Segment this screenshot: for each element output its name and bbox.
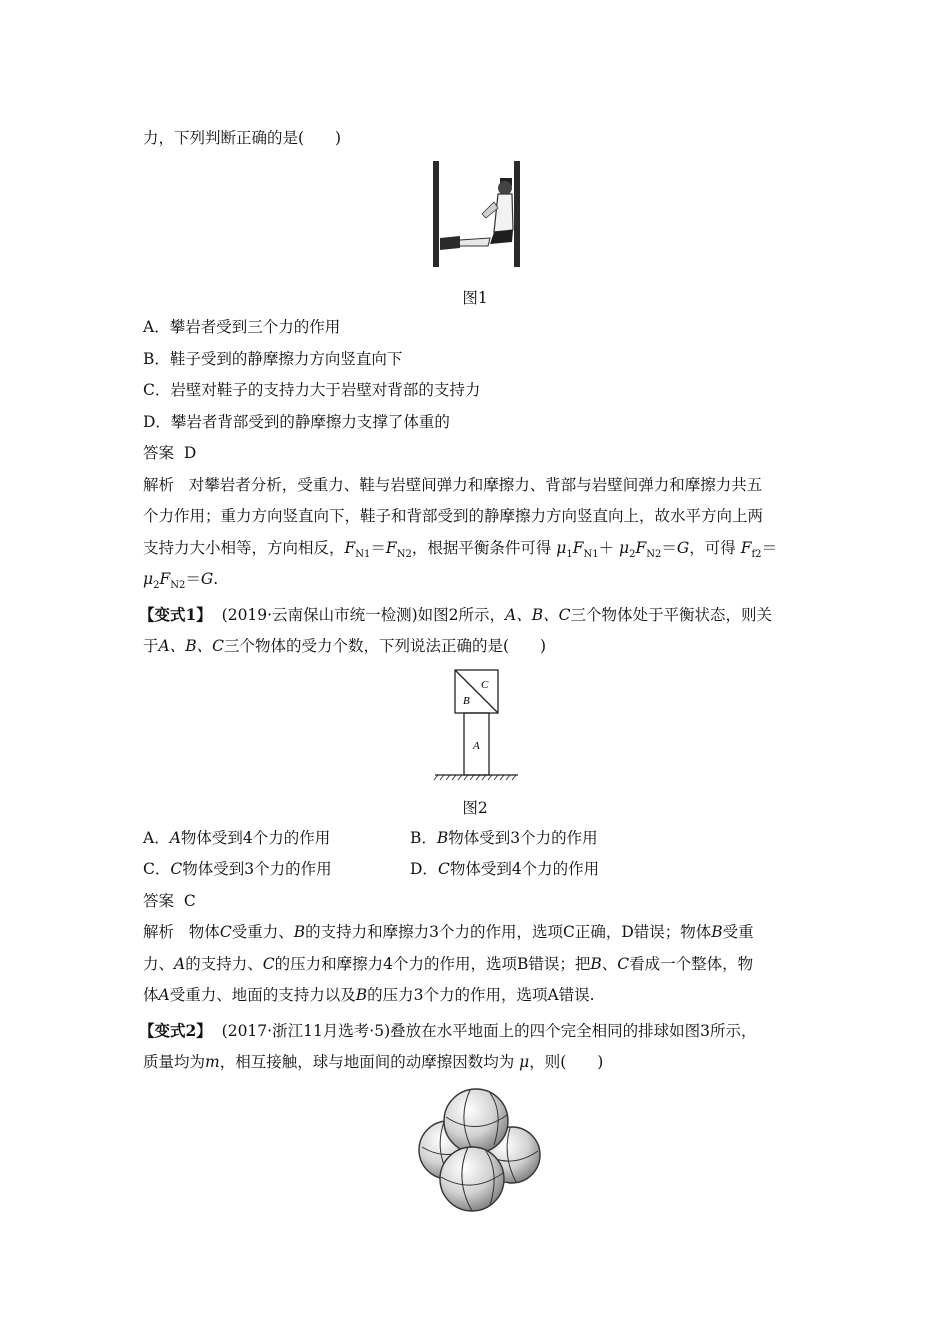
equals-sign: ＝	[661, 539, 677, 557]
analysis-line-4	[143, 569, 218, 596]
question-stem-end: 力，下列判断正确的是( )	[143, 129, 342, 147]
var-b: B	[293, 923, 306, 941]
variant-1-line-2	[143, 636, 546, 656]
variant-1-text-2b: 三个物体的受力个数，下列说法正确的是( )	[223, 637, 547, 655]
var-f: F	[572, 539, 584, 557]
period: .	[213, 570, 219, 588]
option-prefix: A．	[143, 829, 170, 847]
sub-n1: N1	[583, 549, 599, 561]
answer-value: C	[183, 892, 196, 910]
analysis-text: 的压力3个力的作用，选项A错误.	[367, 986, 595, 1004]
analysis-text: 力、	[143, 955, 175, 973]
sub-n1: N1	[355, 549, 371, 561]
left-rock-wall	[433, 161, 439, 267]
analysis-text: 受重力、	[231, 923, 294, 941]
figure-caption-1: 图1	[462, 289, 488, 307]
variant-1-option-b	[410, 828, 598, 848]
analysis-line-1	[143, 475, 762, 495]
option-prefix: B．	[410, 829, 437, 847]
variant-1-analysis-line-2	[143, 954, 753, 974]
equals-sign: ＝	[185, 570, 201, 588]
variant-2-line-1	[139, 1021, 757, 1041]
option-d: D．攀岩者背部受到的静摩擦力支撑了体重的	[143, 413, 450, 431]
option-var: C	[437, 860, 450, 878]
answer-label: 答案	[143, 444, 175, 462]
analysis-text: 看成一个整体，物	[629, 955, 754, 973]
variant-1-option-d	[410, 859, 599, 879]
var-mu: μ	[143, 570, 154, 588]
analysis-line-2: 个力作用；重力方向竖直向下，鞋子和背部受到的静摩擦力方向竖直向上，故水平方向上两	[143, 507, 764, 525]
sub-f2: f2	[751, 549, 762, 561]
right-rock-wall	[514, 161, 520, 267]
option-text: 物体受到4个力的作用	[449, 860, 600, 878]
option-c: C．岩壁对鞋子的支持力大于岩壁对背部的支持力	[143, 381, 481, 399]
var-c: C	[219, 923, 232, 941]
var-m: m	[205, 1053, 220, 1071]
analysis-text: 受重力、地面的支持力以及	[169, 986, 356, 1004]
var-g: G	[676, 539, 690, 557]
option-var: A	[169, 829, 181, 847]
var-mu: μ	[556, 539, 567, 557]
analysis-text: 的支持力、	[185, 955, 263, 973]
option-b: B．鞋子受到的静摩擦力方向竖直向下	[143, 350, 403, 368]
variant-1-source: (2019·云南保山市统一检测)如图2所示，	[221, 606, 505, 624]
block-b-label: B	[463, 695, 470, 707]
equals-sign: ＝	[370, 539, 386, 557]
analysis-label: 解析	[143, 476, 175, 494]
variant-2-text: 质量均为	[143, 1053, 206, 1071]
var-f: F	[635, 539, 647, 557]
analysis-text-3c: ，可得	[689, 539, 741, 557]
volleyball-front	[440, 1147, 504, 1211]
answer-label: 答案	[143, 892, 175, 910]
volleyball-top	[444, 1089, 508, 1153]
variant-1-line-1	[139, 605, 772, 625]
abc-blocks-figure	[432, 667, 522, 785]
var-abc: A、B、C	[505, 606, 571, 624]
sub-n2: N2	[170, 580, 186, 592]
var-c: C	[262, 955, 275, 973]
climber-silhouette	[440, 178, 513, 250]
analysis-label: 解析	[143, 923, 175, 941]
var-g: G	[200, 570, 214, 588]
analysis-text: 、	[601, 955, 618, 973]
analysis-text: 的支持力和摩擦力3个力的作用，选项C正确，D错误；物体	[305, 923, 712, 941]
option-a: A．攀岩者受到三个力的作用	[143, 318, 341, 336]
var-mu: μ	[519, 1053, 530, 1071]
var-b: B	[711, 923, 723, 941]
var-a: A	[174, 955, 186, 973]
var-abc: A、B、C	[158, 637, 224, 655]
option-prefix: D．	[410, 860, 438, 878]
analysis-text-3a: 支持力大小相等，方向相反，	[143, 539, 345, 557]
answer-value: D	[183, 444, 197, 462]
var-b: B	[355, 986, 368, 1004]
variant-1-analysis-line-3	[143, 985, 595, 1005]
var-c: C	[617, 955, 630, 973]
variant-2-text: ，则( )	[529, 1053, 604, 1071]
answer-line-1	[143, 443, 196, 463]
volleyballs-figure	[410, 1085, 550, 1215]
var-mu: μ	[619, 539, 630, 557]
variant-1-tail: 三个物体处于平衡状态，则关	[570, 606, 772, 624]
var-f: F	[159, 570, 171, 588]
variant-1-analysis-line-1	[143, 922, 754, 942]
variant-2-label: 【变式2】	[139, 1021, 212, 1040]
equals-sign: ＝	[761, 539, 778, 557]
variant-1-option-c	[143, 859, 332, 879]
analysis-text-3b: ，根据平衡条件可得	[411, 539, 557, 557]
variant-1-label: 【变式1】	[139, 605, 212, 624]
answer-line-2	[143, 891, 196, 911]
sub-n2: N2	[396, 549, 412, 561]
analysis-text-1: 对攀岩者分析，受重力、鞋与岩壁间弹力和摩擦力、背部与岩壁间弹力和摩擦力共五	[188, 476, 763, 494]
analysis-text: 体	[143, 986, 159, 1004]
analysis-text: 的压力和摩擦力4个力的作用，选项B错误；把	[274, 955, 591, 973]
option-var: B	[436, 829, 449, 847]
sub-n2: N2	[646, 549, 662, 561]
sub-2: 2	[153, 580, 160, 592]
variant-1-text-2a: 于	[143, 637, 159, 655]
variant-2-text: ，相互接触，球与地面间的动摩擦因数均为	[219, 1053, 520, 1071]
variant-2-source: (2017·浙江11月选考·5)叠放在水平地面上的四个完全相同的排球如图3所示，	[221, 1022, 757, 1040]
block-a-label: A	[473, 740, 480, 752]
option-text: 物体受到3个力的作用	[182, 860, 332, 878]
analysis-line-3	[143, 538, 777, 565]
variant-1-option-a	[143, 828, 330, 848]
var-a: A	[158, 986, 170, 1004]
option-prefix: C．	[143, 860, 171, 878]
option-text: 物体受到3个力的作用	[448, 829, 598, 847]
option-var: C	[170, 860, 183, 878]
diagonal-line	[455, 670, 498, 713]
var-f: F	[344, 539, 356, 557]
analysis-text: 物体	[188, 923, 220, 941]
var-f: F	[385, 539, 397, 557]
block-c-label: C	[481, 679, 489, 691]
plus-sign: ＋	[598, 539, 620, 557]
sub-1: 1	[566, 549, 573, 561]
ground-hatching	[434, 775, 516, 780]
analysis-text: 受重	[722, 923, 754, 941]
var-b: B	[590, 955, 602, 973]
var-f: F	[740, 539, 752, 557]
figure-caption-2: 图2	[462, 799, 488, 817]
sub-2: 2	[629, 549, 636, 561]
option-text: 物体受到4个力的作用	[180, 829, 331, 847]
variant-2-line-2	[143, 1052, 603, 1072]
climber-figure	[430, 158, 525, 270]
